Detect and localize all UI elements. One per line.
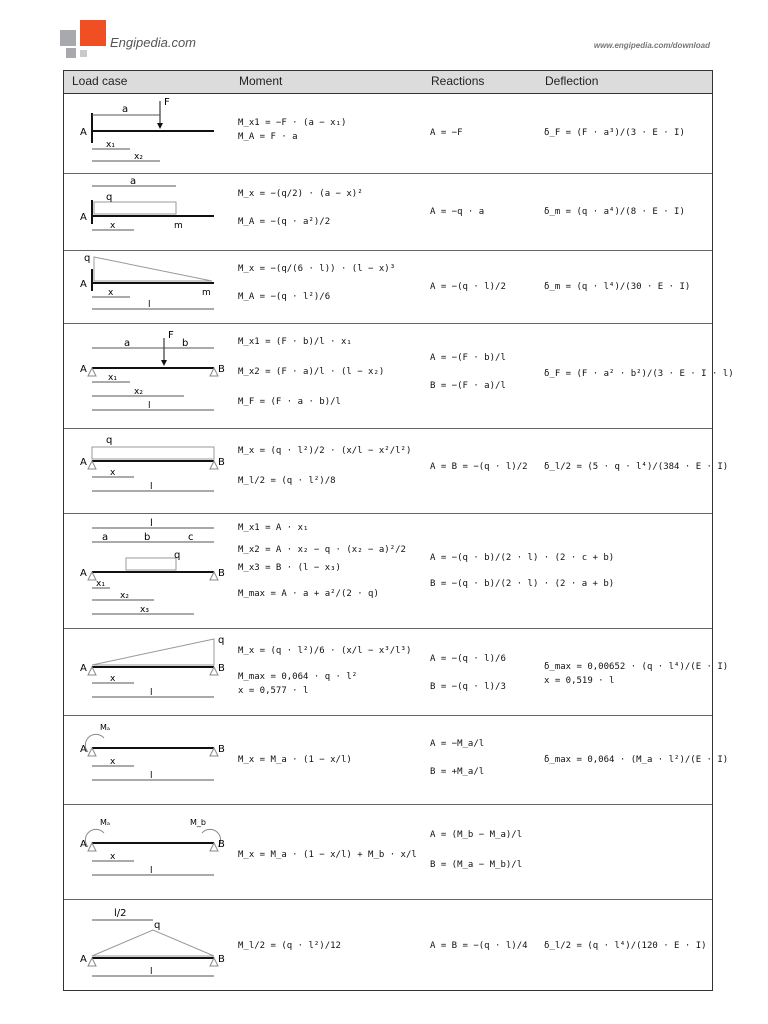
svg-text:a: a <box>130 176 137 187</box>
svg-text:x: x <box>110 852 116 862</box>
table-row <box>64 93 712 174</box>
svg-text:q: q <box>106 435 113 446</box>
deflection-cell: δ_F = (F · a³)/(3 · E · I) <box>544 128 685 138</box>
svg-text:A: A <box>80 954 87 965</box>
reactions-cell: A = B = −(q · l)/2 <box>430 462 528 472</box>
svg-text:A: A <box>80 744 87 755</box>
svg-text:l/2: l/2 <box>114 908 127 919</box>
svg-text:c: c <box>188 532 194 543</box>
load-case-diagram <box>74 805 224 899</box>
table-header <box>64 70 712 94</box>
svg-text:x₂: x₂ <box>134 387 143 397</box>
svg-text:Mₐ: Mₐ <box>100 818 111 827</box>
column-header-load-case: Load case <box>72 74 128 88</box>
svg-text:l: l <box>150 518 153 529</box>
svg-text:x₁: x₁ <box>108 373 117 383</box>
svg-text:A: A <box>80 279 87 290</box>
site-url[interactable]: www.engipedia.com/download <box>593 41 710 50</box>
moment-cell: M_x = −(q/(6 · l)) · (l − x)³ M_A = −(q · l²)/6 <box>238 264 396 302</box>
svg-text:a: a <box>102 532 109 543</box>
svg-text:x: x <box>108 288 114 298</box>
moment-cell: M_x1 = −F · (a − x₁) M_A = F · a <box>238 118 347 142</box>
svg-text:M_b: M_b <box>190 818 206 827</box>
deflection-cell: δ_m = (q · a⁴)/(8 · E · I) <box>544 207 685 217</box>
logo-icon <box>60 20 110 60</box>
svg-text:q: q <box>218 635 225 646</box>
load-case-diagram <box>74 900 224 989</box>
moment-cell: M_x = M_a · (1 − x/l) <box>238 755 352 765</box>
load-case-diagram <box>74 324 224 428</box>
svg-text:A: A <box>80 568 87 579</box>
reactions-cell: A = −(q · l)/6 B = −(q · l)/3 <box>430 654 506 692</box>
table-row <box>64 716 729 805</box>
svg-text:m: m <box>202 288 211 298</box>
moment-cell: M_l/2 = (q · l²)/12 <box>238 941 341 951</box>
reactions-cell: A = (M_b − M_a)/l B = (M_a − M_b)/l <box>430 830 523 870</box>
table-row <box>64 251 712 324</box>
svg-text:x: x <box>110 757 116 767</box>
beam-formula-table <box>63 70 734 991</box>
deflection-cell: δ_F = (F · a² · b²)/(3 · E · I · l) <box>544 369 734 379</box>
svg-text:B: B <box>218 457 225 468</box>
column-header-moment: Moment <box>239 74 283 88</box>
svg-text:B: B <box>218 364 225 375</box>
moment-cell: M_x = (q · l²)/2 · (x/l − x²/l²) M_l/2 = (q · l²)/8 <box>238 446 412 486</box>
deflection-cell: δ_max = 0,00652 · (q · l⁴)/(E · I) x = 0,519 · l <box>544 662 729 686</box>
table-row <box>64 805 712 900</box>
svg-text:l: l <box>150 688 153 698</box>
moment-cell: M_x = M_a · (1 − x/l) + M_b · x/l <box>238 850 417 860</box>
svg-text:b: b <box>144 532 151 543</box>
svg-text:A: A <box>80 457 87 468</box>
moment-cell: M_x1 = A · x₁ M_x2 = A · x₂ − q · (x₂ − a)²/2 M_x3 = B · (l − x₃) M_max = A · a + a²/(2 · q) <box>238 523 406 599</box>
table-row <box>64 324 734 429</box>
svg-text:A: A <box>80 663 87 674</box>
table-row <box>64 629 729 716</box>
reactions-cell: A = −(q · b)/(2 · l) · (2 · c + b) B = −(q · b)/(2 · l) · (2 · a + b) <box>430 553 615 589</box>
svg-text:l: l <box>150 866 153 876</box>
svg-text:l: l <box>148 300 151 310</box>
load-case-diagram <box>74 174 224 250</box>
deflection-cell: δ_l/2 = (5 · q · l⁴)/(384 · E · I) <box>544 462 729 472</box>
load-case-diagram <box>74 93 224 173</box>
svg-text:Mₐ: Mₐ <box>100 723 111 732</box>
deflection-cell: δ_l/2 = (q · l⁴)/(120 · E · I) <box>544 941 707 951</box>
support-label: A <box>80 127 87 138</box>
moment-cell: M_x1 = (F · b)/l · x₁ M_x2 = (F · a)/l · (l − x₂) M_F = (F · a · b)/l <box>238 337 385 407</box>
column-header-reactions: Reactions <box>431 74 485 88</box>
svg-text:a: a <box>122 104 129 115</box>
reactions-cell: A = −q · a <box>430 207 485 217</box>
svg-text:F: F <box>164 97 170 108</box>
svg-text:q: q <box>174 550 181 561</box>
svg-text:A: A <box>80 839 87 850</box>
svg-text:b: b <box>182 338 189 349</box>
reactions-cell: A = −F <box>430 128 463 138</box>
moment-cell: M_x = −(q/2) · (a − x)² M_A = −(q · a²)/2 <box>238 189 363 227</box>
svg-text:B: B <box>218 663 225 674</box>
deflection-cell: δ_m = (q · l⁴)/(30 · E · I) <box>544 282 691 292</box>
svg-text:x₁: x₁ <box>106 140 115 150</box>
svg-text:q: q <box>154 920 161 931</box>
svg-text:B: B <box>218 954 225 965</box>
load-case-diagram <box>74 629 224 715</box>
svg-text:x: x <box>110 221 116 231</box>
svg-text:x₁: x₁ <box>96 579 105 589</box>
load-case-diagram <box>74 514 224 628</box>
table-row <box>64 174 712 251</box>
svg-text:x: x <box>110 674 116 684</box>
svg-text:F: F <box>168 330 174 341</box>
load-case-diagram <box>74 429 224 513</box>
svg-text:x₂: x₂ <box>134 152 143 162</box>
load-case-diagram <box>74 716 224 804</box>
svg-text:B: B <box>218 839 225 850</box>
logo-text: Engipedia.com <box>110 35 196 50</box>
reactions-cell: A = −M_a/l B = +M_a/l <box>430 739 485 777</box>
svg-text:x: x <box>110 468 116 478</box>
page-header <box>0 0 768 64</box>
load-case-diagram <box>74 251 224 323</box>
svg-text:q: q <box>84 253 91 264</box>
reactions-cell: A = −(F · b)/l B = −(F · a)/l <box>430 353 506 391</box>
svg-text:x₃: x₃ <box>140 605 149 615</box>
svg-text:x₂: x₂ <box>120 591 129 601</box>
table-row <box>64 429 729 514</box>
table-row <box>64 514 712 629</box>
svg-text:B: B <box>218 568 225 579</box>
svg-text:l: l <box>150 967 153 977</box>
table-row <box>64 900 712 989</box>
svg-text:l: l <box>150 771 153 781</box>
svg-text:a: a <box>124 338 131 349</box>
svg-text:A: A <box>80 212 87 223</box>
moment-cell: M_x = (q · l²)/6 · (x/l − x³/l³) M_max = 0,064 · q · l² x = 0,577 · l <box>238 646 412 696</box>
deflection-cell: δ_max = 0,064 · (M_a · l²)/(E · I) <box>544 755 729 765</box>
svg-text:q: q <box>106 192 113 203</box>
svg-text:m: m <box>174 221 183 231</box>
svg-text:l: l <box>150 482 153 492</box>
svg-text:l: l <box>148 401 151 411</box>
column-header-deflection: Deflection <box>545 74 599 88</box>
reactions-cell: A = B = −(q · l)/4 <box>430 941 528 951</box>
svg-text:A: A <box>80 364 87 375</box>
reactions-cell: A = −(q · l)/2 <box>430 282 506 292</box>
svg-text:B: B <box>218 744 225 755</box>
